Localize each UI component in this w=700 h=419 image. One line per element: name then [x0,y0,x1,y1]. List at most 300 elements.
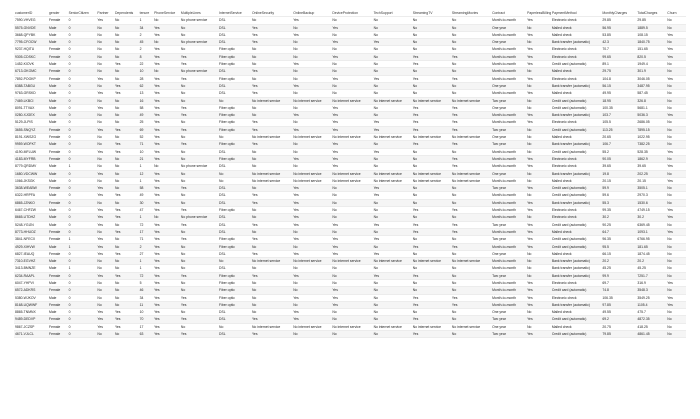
table-cell: No internet service [451,258,491,265]
table-cell: No [373,112,412,119]
table-cell: Yes [96,17,114,24]
table-cell: No [451,185,491,192]
table-cell: No internet service [373,177,412,184]
table-cell: No [251,294,292,301]
table-cell: Yes [331,301,372,308]
table-cell: No [666,185,686,192]
table-cell: No [218,323,251,330]
table-cell: Bank transfer (automatic) [551,112,602,119]
table-cell: Yes [96,192,114,199]
table-cell: 97.85 [601,301,636,308]
table-cell: No [114,68,139,75]
table-cell: No [666,250,686,257]
table-cell: No [251,155,292,162]
table-cell: No [96,301,114,308]
table-cell: 5036.3 [636,112,666,119]
table-cell: DSL [218,90,251,97]
table-cell: Yes [526,53,551,60]
column-header-gender[interactable]: gender [48,10,68,17]
table-cell: No [96,294,114,301]
table-cell: 5129-JLPIS [14,119,48,126]
column-header-seniorcitizen[interactable]: SeniorCitizen [68,10,97,17]
table-cell: DSL [218,68,251,75]
table-cell: Male [48,207,68,214]
column-header-streamingtv[interactable]: StreamingTV [412,10,451,17]
table-cell: No [180,323,218,330]
table-cell: Month-to-month [491,148,526,155]
column-header-paymentmethod[interactable]: PaymentMethod [551,10,602,17]
table-cell: No internet service [331,177,372,184]
table-cell: No [218,170,251,177]
table-row[interactable] [14,46,686,53]
table-cell: 1 [68,243,97,250]
table-cell: Female [48,75,68,82]
table-cell: Yes [331,287,372,294]
table-cell: Yes [412,301,451,308]
table-cell: 0 [68,104,97,111]
table-cell: No [412,24,451,31]
table-cell: No internet service [451,134,491,141]
table-cell: No [96,112,114,119]
column-header-totalcharges[interactable]: TotalCharges [636,10,666,17]
table-cell: Yes [153,301,180,308]
table-cell: Yes [451,301,491,308]
table-cell: No [251,243,292,250]
table-cell: Yes [451,243,491,250]
table-cell: No [96,228,114,235]
table-cell: No [666,141,686,148]
table-cell: No [666,97,686,104]
table-cell: Yes [451,228,491,235]
table-cell: Yes [251,90,292,97]
table-cell: Yes [96,214,114,221]
table-cell: 4929-XIHVW [14,243,48,250]
column-header-partner[interactable]: Partner [96,10,114,17]
table-cell: Two year [491,126,526,133]
table-cell: Female [48,148,68,155]
table-row[interactable] [14,214,686,221]
table-cell: No [666,68,686,75]
table-cell: Yes [114,192,139,199]
column-header-monthlycharges[interactable]: MonthlyCharges [601,10,636,17]
column-header-onlinesecurity[interactable]: OnlineSecurity [251,10,292,17]
table-row[interactable] [14,31,686,38]
table-row[interactable] [14,119,686,126]
table-row[interactable] [14,323,686,330]
table-cell: Male [48,97,68,104]
table-cell: 13 [139,90,153,97]
table-cell: Yes [526,46,551,53]
table-cell: No [526,272,551,279]
table-cell: No [451,331,491,338]
table-cell: No [412,185,451,192]
table-cell: No [373,309,412,316]
table-cell: Yes [153,97,180,104]
table-cell: Credit card (automatic) [551,221,602,228]
column-header-phoneservice[interactable]: PhoneService [153,10,180,17]
table-cell: Month-to-month [491,228,526,235]
column-header-contract[interactable]: Contract [491,10,526,17]
column-header-onlinebackup[interactable]: OnlineBackup [292,10,331,17]
table-cell: Male [48,112,68,119]
table-cell: Yes [292,221,331,228]
table-cell: No [331,31,372,38]
table-cell: No [451,24,491,31]
table-cell: 69 [139,126,153,133]
table-cell: No internet service [412,177,451,184]
table-cell: Yes [331,243,372,250]
table-row[interactable] [14,316,686,323]
table-cell: Bank transfer (automatic) [551,141,602,148]
table-cell: 71 [139,141,153,148]
table-cell: No [114,331,139,338]
table-cell: 71 [139,236,153,243]
table-cell: Yes [292,82,331,89]
table-cell: Yes [96,126,114,133]
table-row[interactable] [14,192,686,199]
table-cell: Yes [292,155,331,162]
table-cell: No [451,39,491,46]
table-cell: Month-to-month [491,68,526,75]
table-cell: 8773-HHUOZ [14,228,48,235]
table-row[interactable] [14,309,686,316]
table-cell: Credit card (automatic) [551,236,602,243]
table-cell: 105.5 [601,119,636,126]
table-cell: Yes [373,192,412,199]
table-row[interactable] [14,61,686,68]
table-cell: Yes [96,250,114,257]
table-cell: Month-to-month [491,163,526,170]
table-cell: 10 [139,309,153,316]
table-cell: No [451,68,491,75]
table-cell: No [180,250,218,257]
table-cell: Yes [251,126,292,133]
table-cell: No [666,199,686,206]
table-cell: 1 [139,265,153,272]
table-row[interactable] [14,82,686,89]
column-header-internetservice[interactable]: InternetService [218,10,251,17]
table-cell: Yes [666,148,686,155]
table-cell: No [251,53,292,60]
table-cell: Yes [292,294,331,301]
table-cell: 0 [68,207,97,214]
table-cell: No [251,17,292,24]
table-cell: 56.95 [601,24,636,31]
table-row[interactable] [14,294,686,301]
table-cell: Yes [114,250,139,257]
table-row[interactable] [14,90,686,97]
table-cell: No [153,214,180,221]
table-row[interactable] [14,258,686,265]
table-row[interactable] [14,185,686,192]
table-cell: 326.8 [636,97,666,104]
table-cell: 39.65 [601,163,636,170]
table-cell: Male [48,214,68,221]
table-cell: Yes [114,141,139,148]
table-cell: 0 [68,46,97,53]
table-cell: Yes [180,331,218,338]
table-row[interactable] [14,279,686,286]
table-cell: No [251,309,292,316]
table-cell: Two year [491,236,526,243]
table-cell: Male [48,170,68,177]
table-row[interactable] [14,126,686,133]
table-cell: 0 [68,39,97,46]
table-cell: Credit card (automatic) [551,243,602,250]
table-cell: Female [48,228,68,235]
table-cell: Yes [451,112,491,119]
table-row[interactable] [14,134,686,141]
table-row[interactable] [14,53,686,60]
table-row[interactable] [14,17,686,24]
table-row[interactable] [14,68,686,75]
table-cell: Yes [180,236,218,243]
table-cell: Female [48,185,68,192]
table-cell: Yes [153,287,180,294]
table-cell: Yes [526,243,551,250]
table-cell: Credit card (automatic) [551,185,602,192]
table-cell: 0 [68,250,97,257]
table-cell: Yes [96,75,114,82]
table-cell: No [666,170,686,177]
table-cell: No [96,331,114,338]
table-cell: Yes [331,119,372,126]
table-cell: Yes [331,24,372,31]
table-row[interactable] [14,199,686,206]
table-cell: 5380-WJKOV [14,294,48,301]
table-cell: 6369.45 [636,221,666,228]
table-cell: 30.2 [601,214,636,221]
table-row[interactable] [14,331,686,338]
table-cell: No [251,148,292,155]
data-table [14,10,686,338]
table-cell: No [331,199,372,206]
table-cell: No [666,119,686,126]
column-header-tenure[interactable]: tenure [139,10,153,17]
table-cell: No [251,46,292,53]
table-cell: 2 [139,31,153,38]
table-cell: No [251,207,292,214]
table-cell: No [526,214,551,221]
table-cell: Yes [153,250,180,257]
table-row[interactable] [14,272,686,279]
table-cell: 528.35 [636,148,666,155]
table-row[interactable] [14,97,686,104]
table-cell: Yes [251,199,292,206]
table-row[interactable] [14,39,686,46]
table-cell: Bank transfer (automatic) [551,265,602,272]
table-cell: No [331,185,372,192]
table-cell: Male [48,163,68,170]
table-cell: Yes [412,294,451,301]
table-cell: DSL [218,82,251,89]
table-cell: No [331,207,372,214]
table-cell: Two year [491,331,526,338]
table-cell: 0 [68,119,97,126]
table-cell: Two year [491,97,526,104]
table-cell: No [292,287,331,294]
table-cell: No [114,17,139,24]
table-cell: Month-to-month [491,287,526,294]
table-row[interactable] [14,163,686,170]
table-row[interactable] [14,24,686,31]
column-header-streamingmovies[interactable]: StreamingMovies [451,10,491,17]
table-cell: Yes [114,272,139,279]
table-cell: No [373,82,412,89]
table-cell: Yes [153,112,180,119]
table-cell: No [451,31,491,38]
table-cell: Yes [331,250,372,257]
table-cell: 34 [139,24,153,31]
table-row[interactable] [14,243,686,250]
table-cell: Yes [153,90,180,97]
table-cell: Male [48,177,68,184]
table-row[interactable] [14,287,686,294]
table-cell: No [180,243,218,250]
table-cell: 8091-TTVAX [14,104,48,111]
table-cell: No internet service [451,170,491,177]
table-cell: Yes [412,221,451,228]
table-cell: Yes [526,155,551,162]
table-cell: No [526,192,551,199]
table-cell: Yes [96,272,114,279]
table-cell: Female [48,17,68,24]
table-cell: Yes [666,53,686,60]
column-header-multiplelines[interactable]: MultipleLines [180,10,218,17]
table-cell: 72 [139,272,153,279]
column-header-customerid[interactable]: customerID [14,10,48,17]
table-row[interactable] [14,170,686,177]
table-row[interactable] [14,236,686,243]
table-cell: No internet service [251,170,292,177]
table-cell: Yes [412,126,451,133]
table-cell: Electronic check [551,119,602,126]
table-cell: 106.7 [601,141,636,148]
table-row[interactable] [14,75,686,82]
table-cell: Yes [331,141,372,148]
table-cell: Mailed check [551,309,602,316]
table-cell: Electronic check [551,163,602,170]
table-cell: 0 [68,272,97,279]
table-cell: No [292,163,331,170]
table-cell: No [292,301,331,308]
table-cell: Yes [251,141,292,148]
column-header-churn[interactable]: Churn [666,10,686,17]
table-row[interactable] [14,155,686,162]
table-cell: 25 [139,119,153,126]
column-header-deviceprotection[interactable]: DeviceProtection [331,10,372,17]
table-cell: 90.25 [601,221,636,228]
table-cell: No [451,279,491,286]
table-cell: No [412,31,451,38]
table-cell: No phone service [180,214,218,221]
table-cell: No [251,61,292,68]
table-cell: No internet service [373,258,412,265]
table-cell: No [96,31,114,38]
table-cell: No [412,68,451,75]
table-cell: Yes [114,228,139,235]
table-cell: Male [48,82,68,89]
table-row[interactable] [14,265,686,272]
table-cell: Month-to-month [491,61,526,68]
table-cell: Yes [114,126,139,133]
column-header-techsupport[interactable]: TechSupport [373,10,412,17]
table-cell: 7590-VHVEG [14,17,48,24]
table-cell: Credit card (automatic) [551,97,602,104]
table-cell: No [666,243,686,250]
table-cell: No [526,323,551,330]
table-cell: 72 [139,221,153,228]
table-cell: Yes [451,119,491,126]
table-cell: One year [491,323,526,330]
table-row[interactable] [14,250,686,257]
column-header-dependents[interactable]: Dependents [114,10,139,17]
table-cell: Yes [153,185,180,192]
table-cell: No [114,75,139,82]
table-cell: No [666,272,686,279]
table-row[interactable] [14,177,686,184]
table-cell: Yes [96,243,114,250]
table-cell: Yes [180,316,218,323]
table-cell: Yes [153,46,180,53]
table-cell: Male [48,221,68,228]
table-cell: Yes [412,112,451,119]
table-row[interactable] [14,228,686,235]
table-row[interactable] [14,207,686,214]
table-cell: 1862.9 [636,155,666,162]
table-row[interactable] [14,301,686,308]
table-cell: 108.15 [636,31,666,38]
table-cell: 46 [139,287,153,294]
table-cell: No [373,155,412,162]
table-cell: Yes [114,61,139,68]
table-row[interactable] [14,104,686,111]
table-cell: Yes [331,53,372,60]
table-cell: 12 [139,170,153,177]
table-cell: No internet service [412,97,451,104]
table-cell: No [96,163,114,170]
table-cell: Yes [153,272,180,279]
table-cell: No [666,134,686,141]
table-row[interactable] [14,112,686,119]
table-cell: No phone service [180,163,218,170]
table-row[interactable] [14,141,686,148]
table-cell: No internet service [331,258,372,265]
table-cell: Fiber optic [218,112,251,119]
table-cell: 0280-XJGEX [14,112,48,119]
table-cell: Yes [251,82,292,89]
table-cell: Yes [526,331,551,338]
table-cell: One year [491,24,526,31]
table-cell: Fiber optic [218,243,251,250]
table-cell: 45.25 [601,265,636,272]
table-row[interactable] [14,221,686,228]
column-header-paperlessbilling[interactable]: PaperlessBilling [527,11,551,15]
table-cell: Yes [153,258,180,265]
table-cell: 20.2 [601,258,636,265]
table-cell: Yes [331,148,372,155]
table-cell: Bank transfer (automatic) [551,170,602,177]
table-cell: Yes [251,236,292,243]
table-cell: Yes [114,90,139,97]
table-cell: No [666,236,686,243]
table-row[interactable] [14,148,686,155]
table-cell: 4190-MFLUW [14,148,48,155]
table-cell: No [373,214,412,221]
table-cell: Yes [412,228,451,235]
table-cell: No [526,141,551,148]
table-cell: Yes [114,82,139,89]
